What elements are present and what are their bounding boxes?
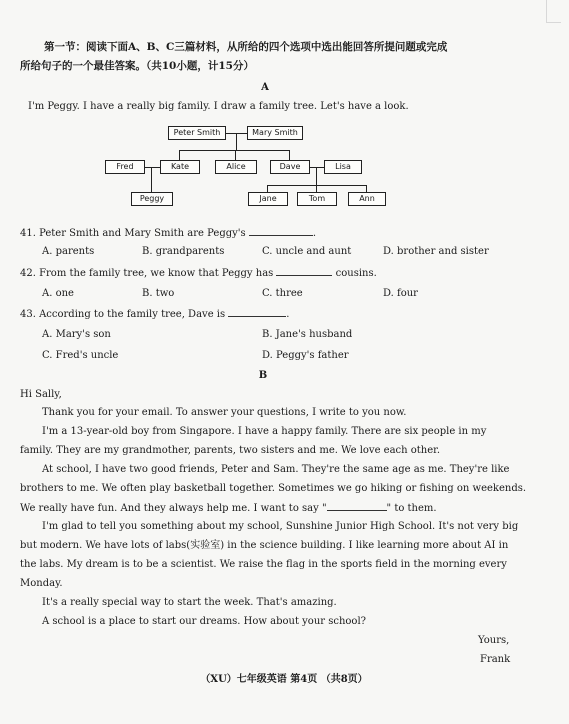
tree-node-dave: Dave — [270, 160, 310, 174]
letter-line-4: At school, I have two good friends, Peter and Sam. They're the same age as me. They're like — [42, 464, 510, 475]
passage-a-label: A — [261, 82, 269, 93]
letter-line-6-after: " to them. — [386, 503, 437, 514]
question-43 — [20, 307, 289, 321]
tree-line-to-jane — [267, 185, 268, 192]
passage-b-label: B — [258, 370, 268, 381]
letter-line-12: A school is a place to start our dreams. How about your school? — [42, 616, 367, 627]
section-header-line-1: 第一节：阅读下面A、B、C三篇材料，从所给的四个选项中选出能回答所提问题或完成 — [44, 41, 448, 53]
question-43-stem: 43. According to the family tree, Dave is — [20, 309, 229, 320]
question-42-stem: 42. From the family tree, we know that Peggy has — [20, 268, 277, 279]
letter-line-8: but modern. We have lots of labs(实验室) in the science building. I like learning more about AI in — [20, 540, 509, 551]
question-43-option-a: A. Mary's son — [42, 329, 111, 340]
tree-line-to-kate — [179, 150, 180, 160]
tree-node-peggy: Peggy — [131, 192, 173, 206]
tree-line-to-tom — [316, 185, 317, 192]
question-41-stem: 41. Peter Smith and Mary Smith are Peggy's — [20, 228, 249, 239]
tree-node-fred: Fred — [105, 160, 145, 174]
passage-a-intro: I'm Peggy. I have a really big family. I draw a family tree. Let's have a look. — [28, 101, 409, 112]
question-41-stem-end: . — [312, 228, 317, 239]
letter-line-9: the labs. My dream is to be a scientist. We raise the flag in the sports field in the morning every — [20, 559, 507, 570]
tree-node-tom: Tom — [297, 192, 337, 206]
letter-greeting: Hi Sally, — [20, 389, 62, 400]
question-42 — [20, 266, 377, 280]
letter-line-3: family. They are my grandmother, parents, two sisters and me. We love each other. — [20, 445, 441, 456]
letter-blank — [327, 501, 387, 511]
tree-node-alice: Alice — [215, 160, 257, 174]
question-42-option-b: B. two — [142, 288, 175, 299]
letter-signature: Frank — [480, 654, 511, 665]
question-43-blank — [228, 307, 286, 317]
tree-line-marriage-fred-kate — [144, 167, 160, 168]
question-41-option-b: B. grandparents — [142, 246, 225, 257]
tree-line-dave-lisa-down — [316, 167, 317, 185]
question-42-option-d: D. four — [383, 288, 418, 299]
question-41-option-a: A. parents — [42, 246, 95, 257]
tree-line-to-alice — [235, 150, 236, 160]
tree-node-ann: Ann — [348, 192, 386, 206]
question-41 — [20, 226, 316, 240]
tree-line-to-dave — [289, 150, 290, 160]
question-43-option-d: D. Peggy's father — [262, 350, 349, 361]
tree-node-jane: Jane — [248, 192, 288, 206]
letter-line-7: I'm glad to tell you something about my school, Sunshine Junior High School. It's not very big — [42, 521, 519, 532]
question-43-stem-end: . — [286, 309, 290, 320]
question-43-option-c: C. Fred's uncle — [42, 350, 119, 361]
tree-line-to-peggy — [151, 167, 152, 192]
tree-node-mary-smith: Mary Smith — [247, 126, 303, 140]
letter-line-1: Thank you for your email. To answer your questions, I write to you now. — [42, 407, 407, 418]
letter-closing: Yours, — [478, 635, 510, 646]
letter-line-2: I'm a 13-year-old boy from Singapore. I have a happy family. There are six people in my — [42, 426, 487, 437]
letter-line-5: brothers to me. We often play basketball together. Sometimes we go hiking or fishing on weekends. — [20, 483, 527, 494]
tree-line-grandchildren-bar — [267, 185, 367, 186]
question-43-option-b: B. Jane's husband — [262, 329, 353, 340]
question-42-blank — [276, 266, 332, 276]
letter-line-10: Monday. — [20, 578, 63, 589]
letter-line-6-before: We really have fun. And they always help me. I want to say " — [20, 503, 327, 514]
tree-node-lisa: Lisa — [324, 160, 362, 174]
page-footer: （XU）七年级英语 第4页 （共8页） — [200, 674, 368, 685]
question-41-blank — [249, 226, 313, 236]
question-41-option-c: C. uncle and aunt — [262, 246, 352, 257]
letter-line-11: It's a really special way to start the week. That's amazing. — [42, 597, 337, 608]
tree-node-peter-smith: Peter Smith — [168, 126, 226, 140]
question-41-option-d: D. brother and sister — [383, 246, 489, 257]
tree-node-kate: Kate — [160, 160, 200, 174]
question-42-option-a: A. one — [42, 288, 74, 299]
section-header-line-2: 所给句子的一个最佳答案。（共10小题，计15分） — [20, 60, 254, 72]
question-42-stem-end: cousins. — [332, 268, 377, 279]
tree-line-to-ann — [366, 185, 367, 192]
question-42-option-c: C. three — [262, 288, 303, 299]
letter-line-6 — [20, 501, 437, 515]
tree-line-grandparents-down — [236, 133, 237, 150]
